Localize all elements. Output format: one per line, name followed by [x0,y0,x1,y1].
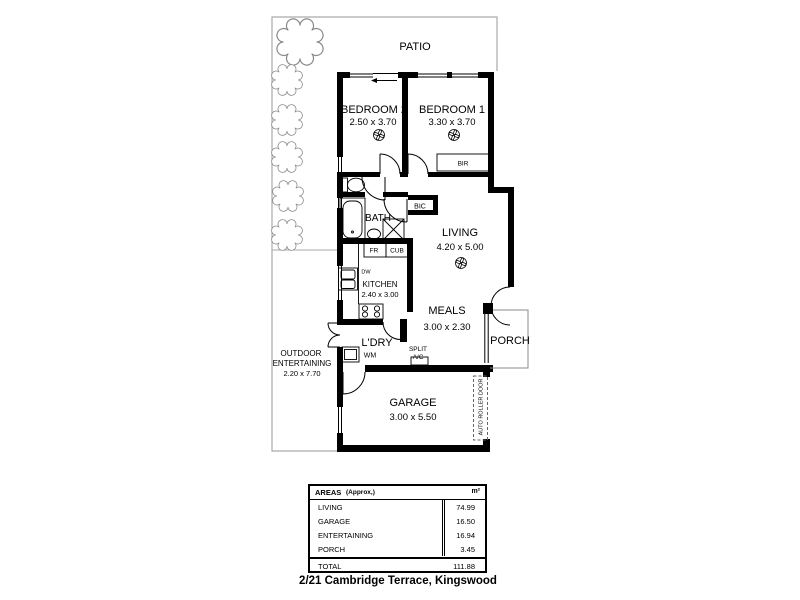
areas-table [308,484,487,573]
toilet [341,178,365,192]
row-value: 16.50 [456,516,475,526]
door-arc-front [491,287,510,325]
tree-icon [273,181,304,212]
kitchen-label: KITCHEN [362,280,398,289]
bic-label: BIC [414,203,426,211]
tree-icon [272,142,303,173]
roller-door-label: AUTO ROLLER DOOR [478,378,485,436]
window-bedroom2 [350,74,398,78]
kitchen-sink [339,268,358,290]
porch-label: PORCH [490,335,530,347]
dw-label: DW [361,269,371,276]
total-value: 111.88 [453,562,475,571]
row-label: PORCH [318,544,346,554]
table-column-divider [442,499,445,556]
outdoor-label-line2: ENTERTAINING [272,359,332,368]
table-row [310,542,485,556]
split-ac-label-line1: SPLIT [408,346,428,353]
bedroom2-label: BEDROOM 2 [340,104,408,116]
washing-machine [342,347,359,362]
door-double-outdoor [328,323,340,347]
garage-dims: 3.00 x 5.50 [389,412,437,423]
door-arc-wc [362,177,385,200]
ceiling-fan-icon [456,258,467,269]
outdoor-dims: 2.20 x 7.70 [283,369,321,378]
meals-dims: 3.00 x 2.30 [423,322,471,333]
areas-unit: m² [471,488,480,495]
wm-label: WM [363,352,377,360]
bath-label: BATH [365,213,391,224]
kitchen-dims: 2.40 x 3.00 [361,290,399,299]
areas-subtitle: (Approx,) [346,489,375,496]
bedroom2-dims: 2.50 x 3.70 [349,117,397,128]
row-value: 74.99 [456,502,475,512]
row-label: LIVING [318,502,343,512]
door-arc-bedroom1 [408,154,428,174]
tree-icon [272,220,303,251]
cub-label: CUB [390,247,404,255]
table-row [310,528,485,542]
stove [359,304,383,319]
split-ac-label-line2: A/C [412,354,424,361]
ceiling-fan-icon [374,130,385,141]
bedroom1-dims: 3.30 x 3.70 [428,117,476,128]
row-label: GARAGE [318,516,351,526]
bir-label: BIR [457,160,469,168]
areas-table-header [310,486,485,500]
window-garage [339,407,342,433]
garage-label: GARAGE [389,397,437,409]
tree-icon [272,105,303,136]
table-row [310,500,485,514]
meals-label: MEALS [428,305,466,317]
slide-arrow-icon [371,78,397,83]
laundry-label: L'DRY [361,337,393,349]
areas-table-body [310,500,485,557]
table-row [310,514,485,528]
basin [368,229,381,239]
window-wc [339,157,342,172]
row-value: 16.94 [456,530,475,540]
tree-icon [277,19,323,65]
property-address: 2/21 Cambridge Terrace, Kingswood [299,575,497,587]
ceiling-fan-icon [449,130,460,141]
living-dims: 4.20 x 5.00 [436,242,484,253]
living-label: LIVING [441,227,479,239]
areas-title: AREAS [315,488,342,497]
row-value: 3.45 [460,544,475,554]
patio-label: PATIO [399,41,431,53]
garden-trees [272,19,323,250]
row-label: ENTERTAINING [318,530,374,540]
fr-label: FR [369,247,379,255]
bathtub [340,198,365,241]
door-arc-bedroom2 [380,154,400,174]
tree-icon [272,65,303,96]
total-label: TOTAL [318,562,342,571]
outdoor-label-line1: OUTDOOR [280,349,322,358]
door-arc-garage [343,372,365,394]
table-total-row [310,557,485,574]
bedroom1-label: BEDROOM 1 [418,104,486,116]
window-meals-porch [485,313,488,363]
